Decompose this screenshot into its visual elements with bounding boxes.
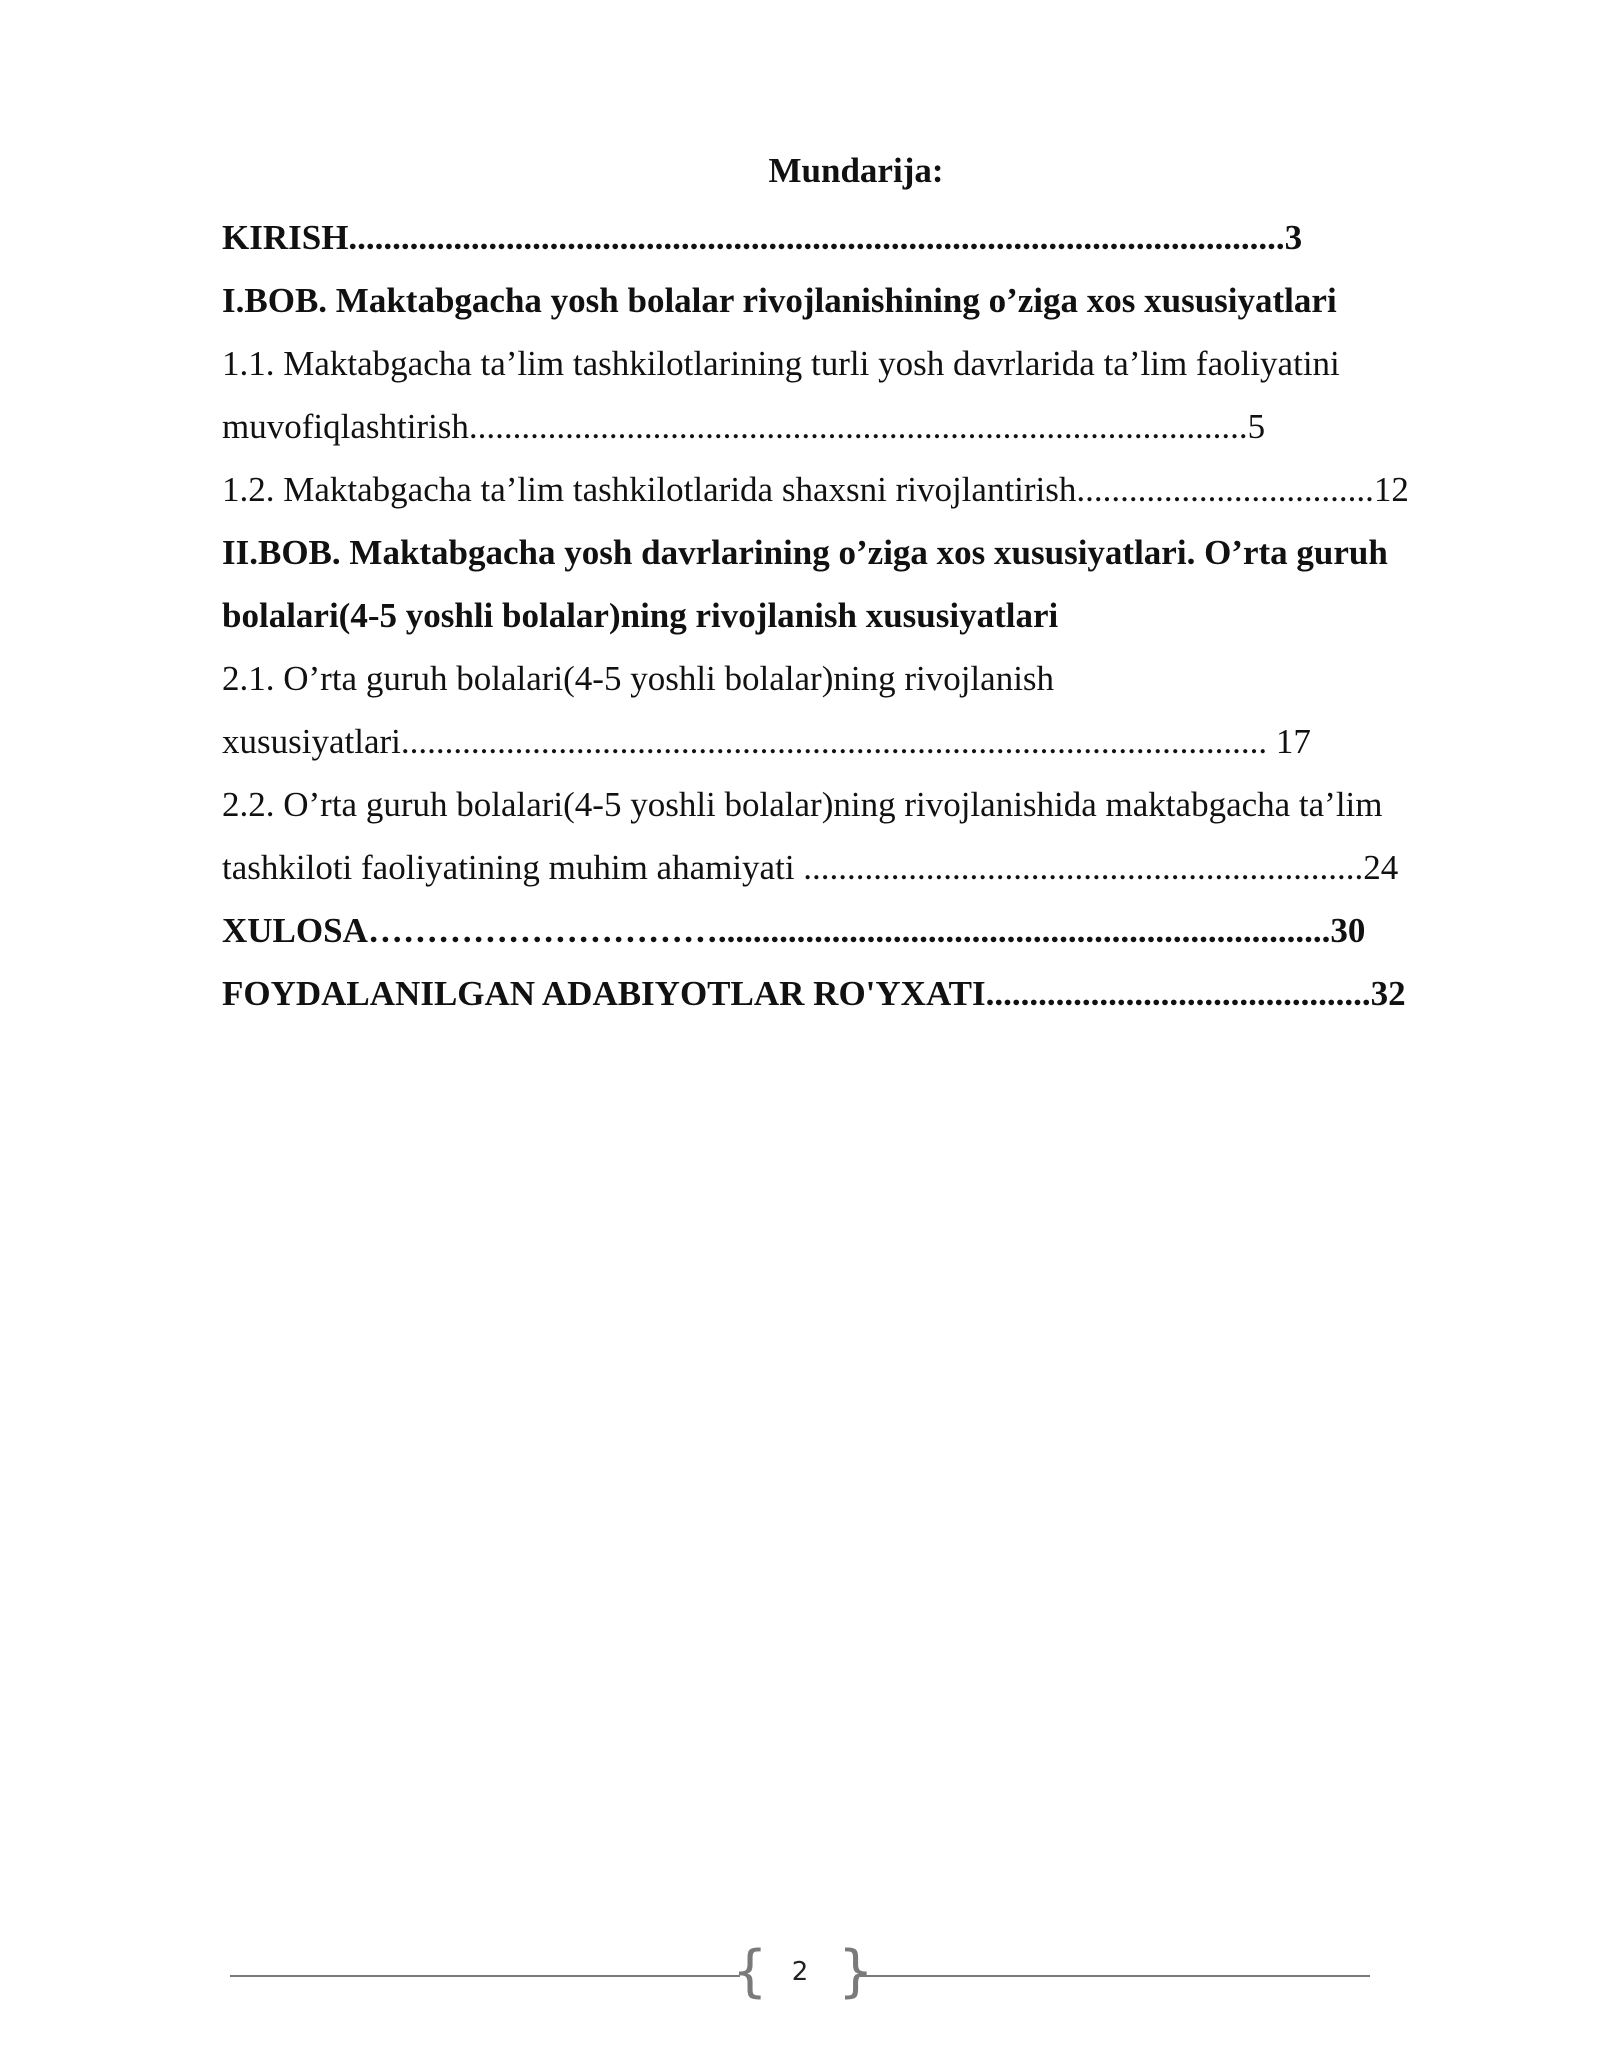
toc-line-chapter-1: I.BOB. Maktabgacha yosh bolalar rivojlanishining o’ziga xos xususiyatlari [222,281,1337,320]
toc-line-section-1-2: 1.2. Maktabgacha ta’lim tashkilotlarida shaxsni rivojlantirish..................................12 [222,470,1409,509]
footer-rule-left [230,1975,740,1977]
toc-line-section-1-1-cont: muvofiqlashtirish.........................................................................................5 [222,407,1266,446]
toc-line-xulosa: XULOSA…………………………......................................................................30 [222,911,1366,950]
page-number: 2 [791,1957,809,1987]
page-footer [230,1940,1370,2010]
toc-line-references: FOYDALANILGAN ADABIYOTLAR RO'YXATI............................................32 [222,974,1406,1013]
toc-line-section-2-1: 2.1. O’rta guruh bolalari(4-5 yoshli bolalar)ning rivojlanish [222,659,1055,698]
toc-line-section-2-2-cont: tashkiloti faoliyatining muhim ahamiyati ................................................................24 [222,848,1399,887]
toc-line-section-1-1: 1.1. Maktabgacha ta’lim tashkilotlarining turli yosh davrlarida ta’lim faoliyatini [222,344,1340,383]
toc-title: Mundarija: [768,151,944,190]
footer-bracket-close: } [838,1939,874,2004]
footer-rule-right [860,1975,1370,1977]
toc-line-section-2-1-cont: xususiyatlari................................................................................................... 17 [222,722,1311,761]
toc-line-chapter-2-cont: bolalari(4-5 yoshli bolalar)ning rivojlanish xususiyatlari [222,596,1059,635]
toc-line-section-2-2: 2.2. O’rta guruh bolalari(4-5 yoshli bolalar)ning rivojlanishida maktabgacha ta’lim [222,785,1383,824]
table-of-contents [222,206,1482,1025]
toc-line-kirish: KIRISH...........................................................................................................3 [222,218,1303,257]
footer-bracket-open: { [732,1939,768,2004]
toc-line-chapter-2: II.BOB. Maktabgacha yosh davrlarining o’ziga xos xususiyatlari. O’rta guruh [222,533,1388,572]
